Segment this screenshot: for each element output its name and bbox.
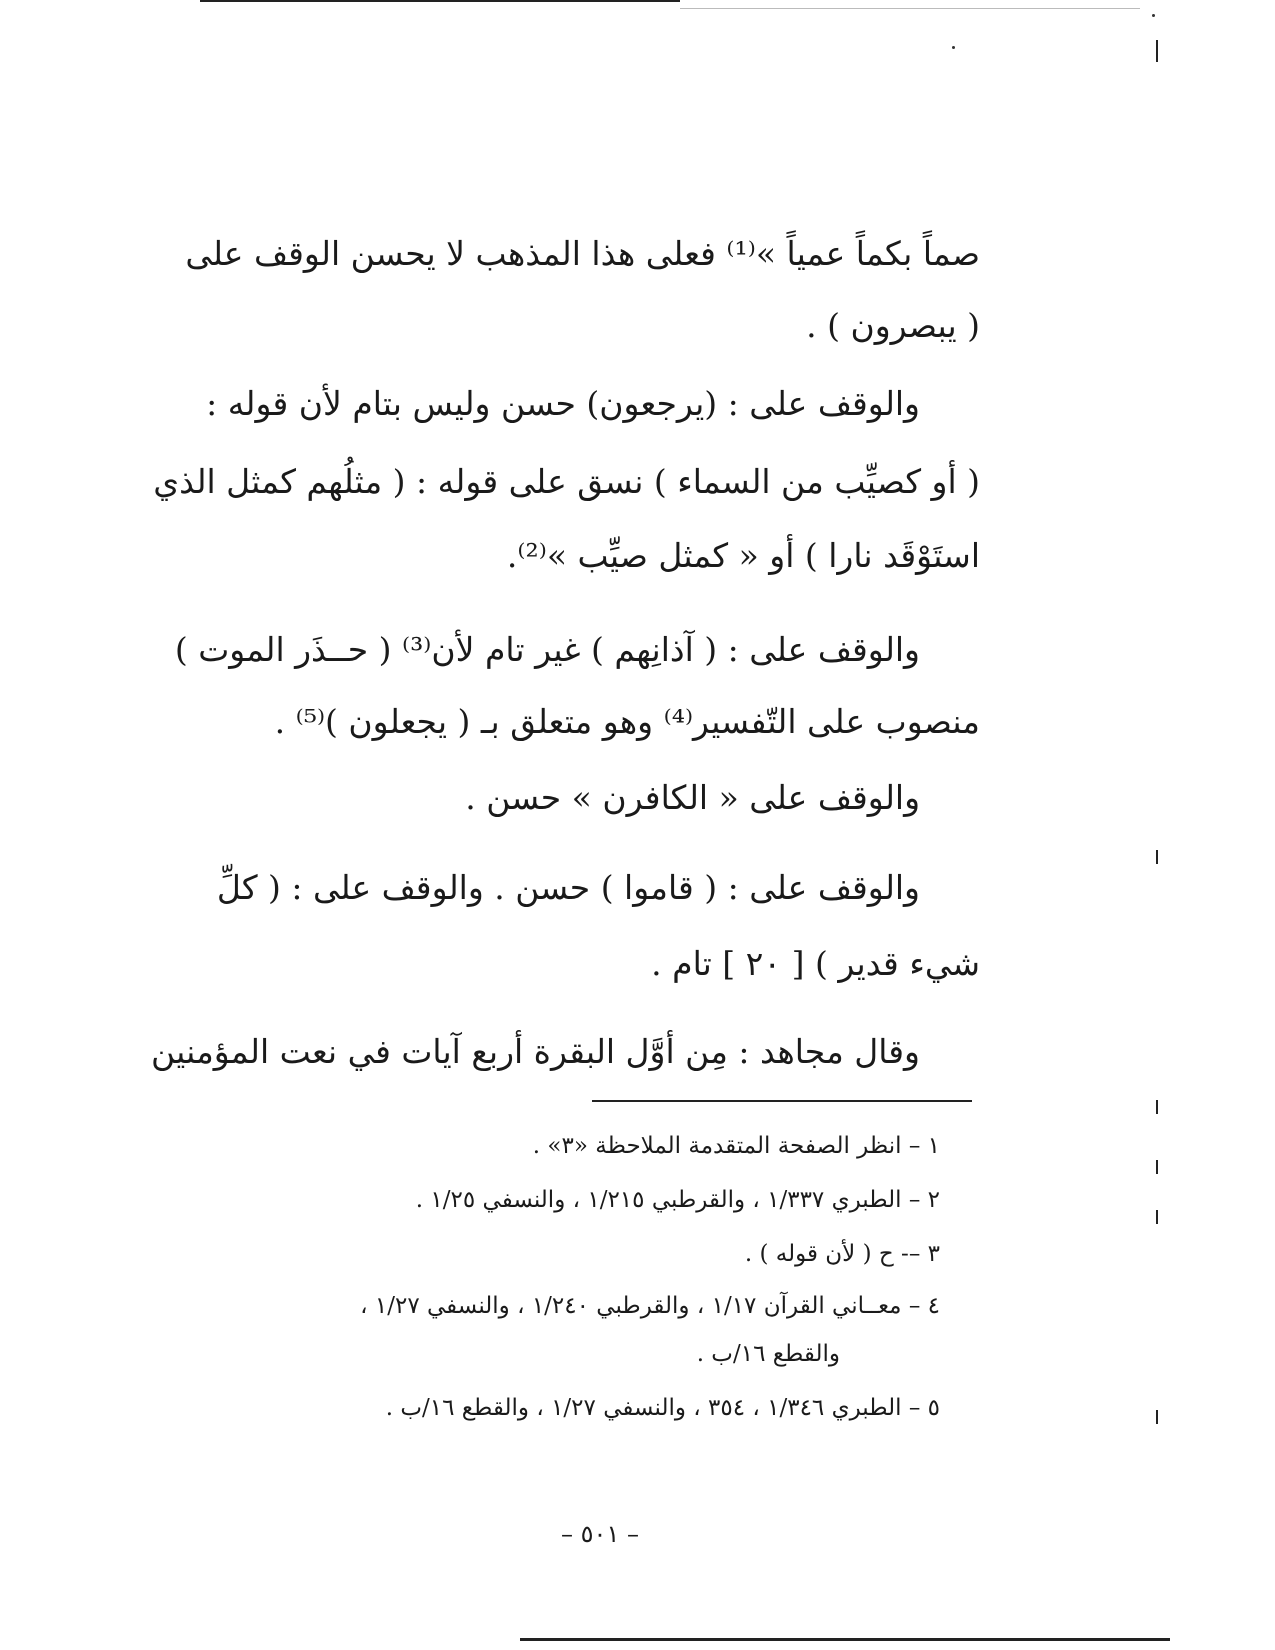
body-line: شيء قدير ) [ ٢٠ ] تام . bbox=[651, 944, 980, 983]
right-margin-mark bbox=[1156, 850, 1158, 864]
right-margin-mark bbox=[1156, 1210, 1158, 1224]
right-margin-mark bbox=[1156, 1160, 1158, 1174]
footnote: ٢ – الطبري ١/٣٣٧ ، والقرطبي ١/٢١٥ ، والنسفي ١/٢٥ . bbox=[415, 1187, 940, 1213]
body-line: والوقف على « الكافرن » حسن . bbox=[465, 778, 920, 817]
right-margin-mark bbox=[1156, 40, 1158, 62]
right-margin-mark bbox=[1156, 1410, 1158, 1424]
top-scan-edge-faint bbox=[680, 8, 1140, 9]
right-margin-mark bbox=[1156, 1100, 1158, 1114]
scan-speck bbox=[952, 46, 955, 49]
body-line: ( أو كصيِّب من السماء ) نسق على قوله : ( مثلُهم كمثل الذي bbox=[153, 462, 980, 501]
body-line: ( يبصرون ) . bbox=[806, 306, 980, 345]
footnote: ٥ – الطبري ١/٣٤٦ ، ٣٥٤ ، والنسفي ١/٢٧ ، والقطع ١٦/ب . bbox=[385, 1395, 940, 1421]
footnote-separator bbox=[592, 1100, 972, 1102]
footnote: ٣ –- ح ( لأن قوله ) . bbox=[744, 1241, 940, 1267]
body-line: صماً بكماً عمياً »⁽¹⁾ فعلى هذا المذهب لا يحسن الوقف على bbox=[185, 234, 980, 273]
body-line: وقال مجاهد : مِن أوَّل البقرة أربع آيات في نعت المؤمنين bbox=[151, 1032, 920, 1071]
body-line: والوقف على : ( قاموا ) حسن . والوقف على : ( كلِّ bbox=[216, 868, 920, 907]
footnote: والقطع ١٦/ب . bbox=[696, 1341, 840, 1367]
body-line: والوقف على : (يرجعون) حسن وليس بتام لأن قوله : bbox=[206, 384, 920, 423]
scan-speck bbox=[1152, 14, 1155, 17]
footnote: ١ – انظر الصفحة المتقدمة الملاحظة «٣» . bbox=[532, 1133, 940, 1159]
body-line: منصوب على التّفسير⁽⁴⁾ وهو متعلق بـ ( يجعلون )⁽⁵⁾ . bbox=[274, 702, 980, 741]
bottom-scan-edge bbox=[520, 1638, 1170, 1641]
page-number: – ٥٠١ – bbox=[561, 1520, 639, 1548]
top-scan-edge bbox=[200, 0, 680, 2]
footnote: ٤ – معــاني القرآن ١/١٧ ، والقرطبي ١/٢٤٠ ، والنسفي ١/٢٧ ، bbox=[360, 1293, 940, 1319]
body-line: والوقف على : ( آذانِهم ) غير تام لأن⁽³⁾ ( حــذَر الموت ) bbox=[174, 630, 920, 669]
body-line: استَوْقَد نارا ) أو « كمثل صيِّب »⁽²⁾. bbox=[506, 536, 980, 575]
